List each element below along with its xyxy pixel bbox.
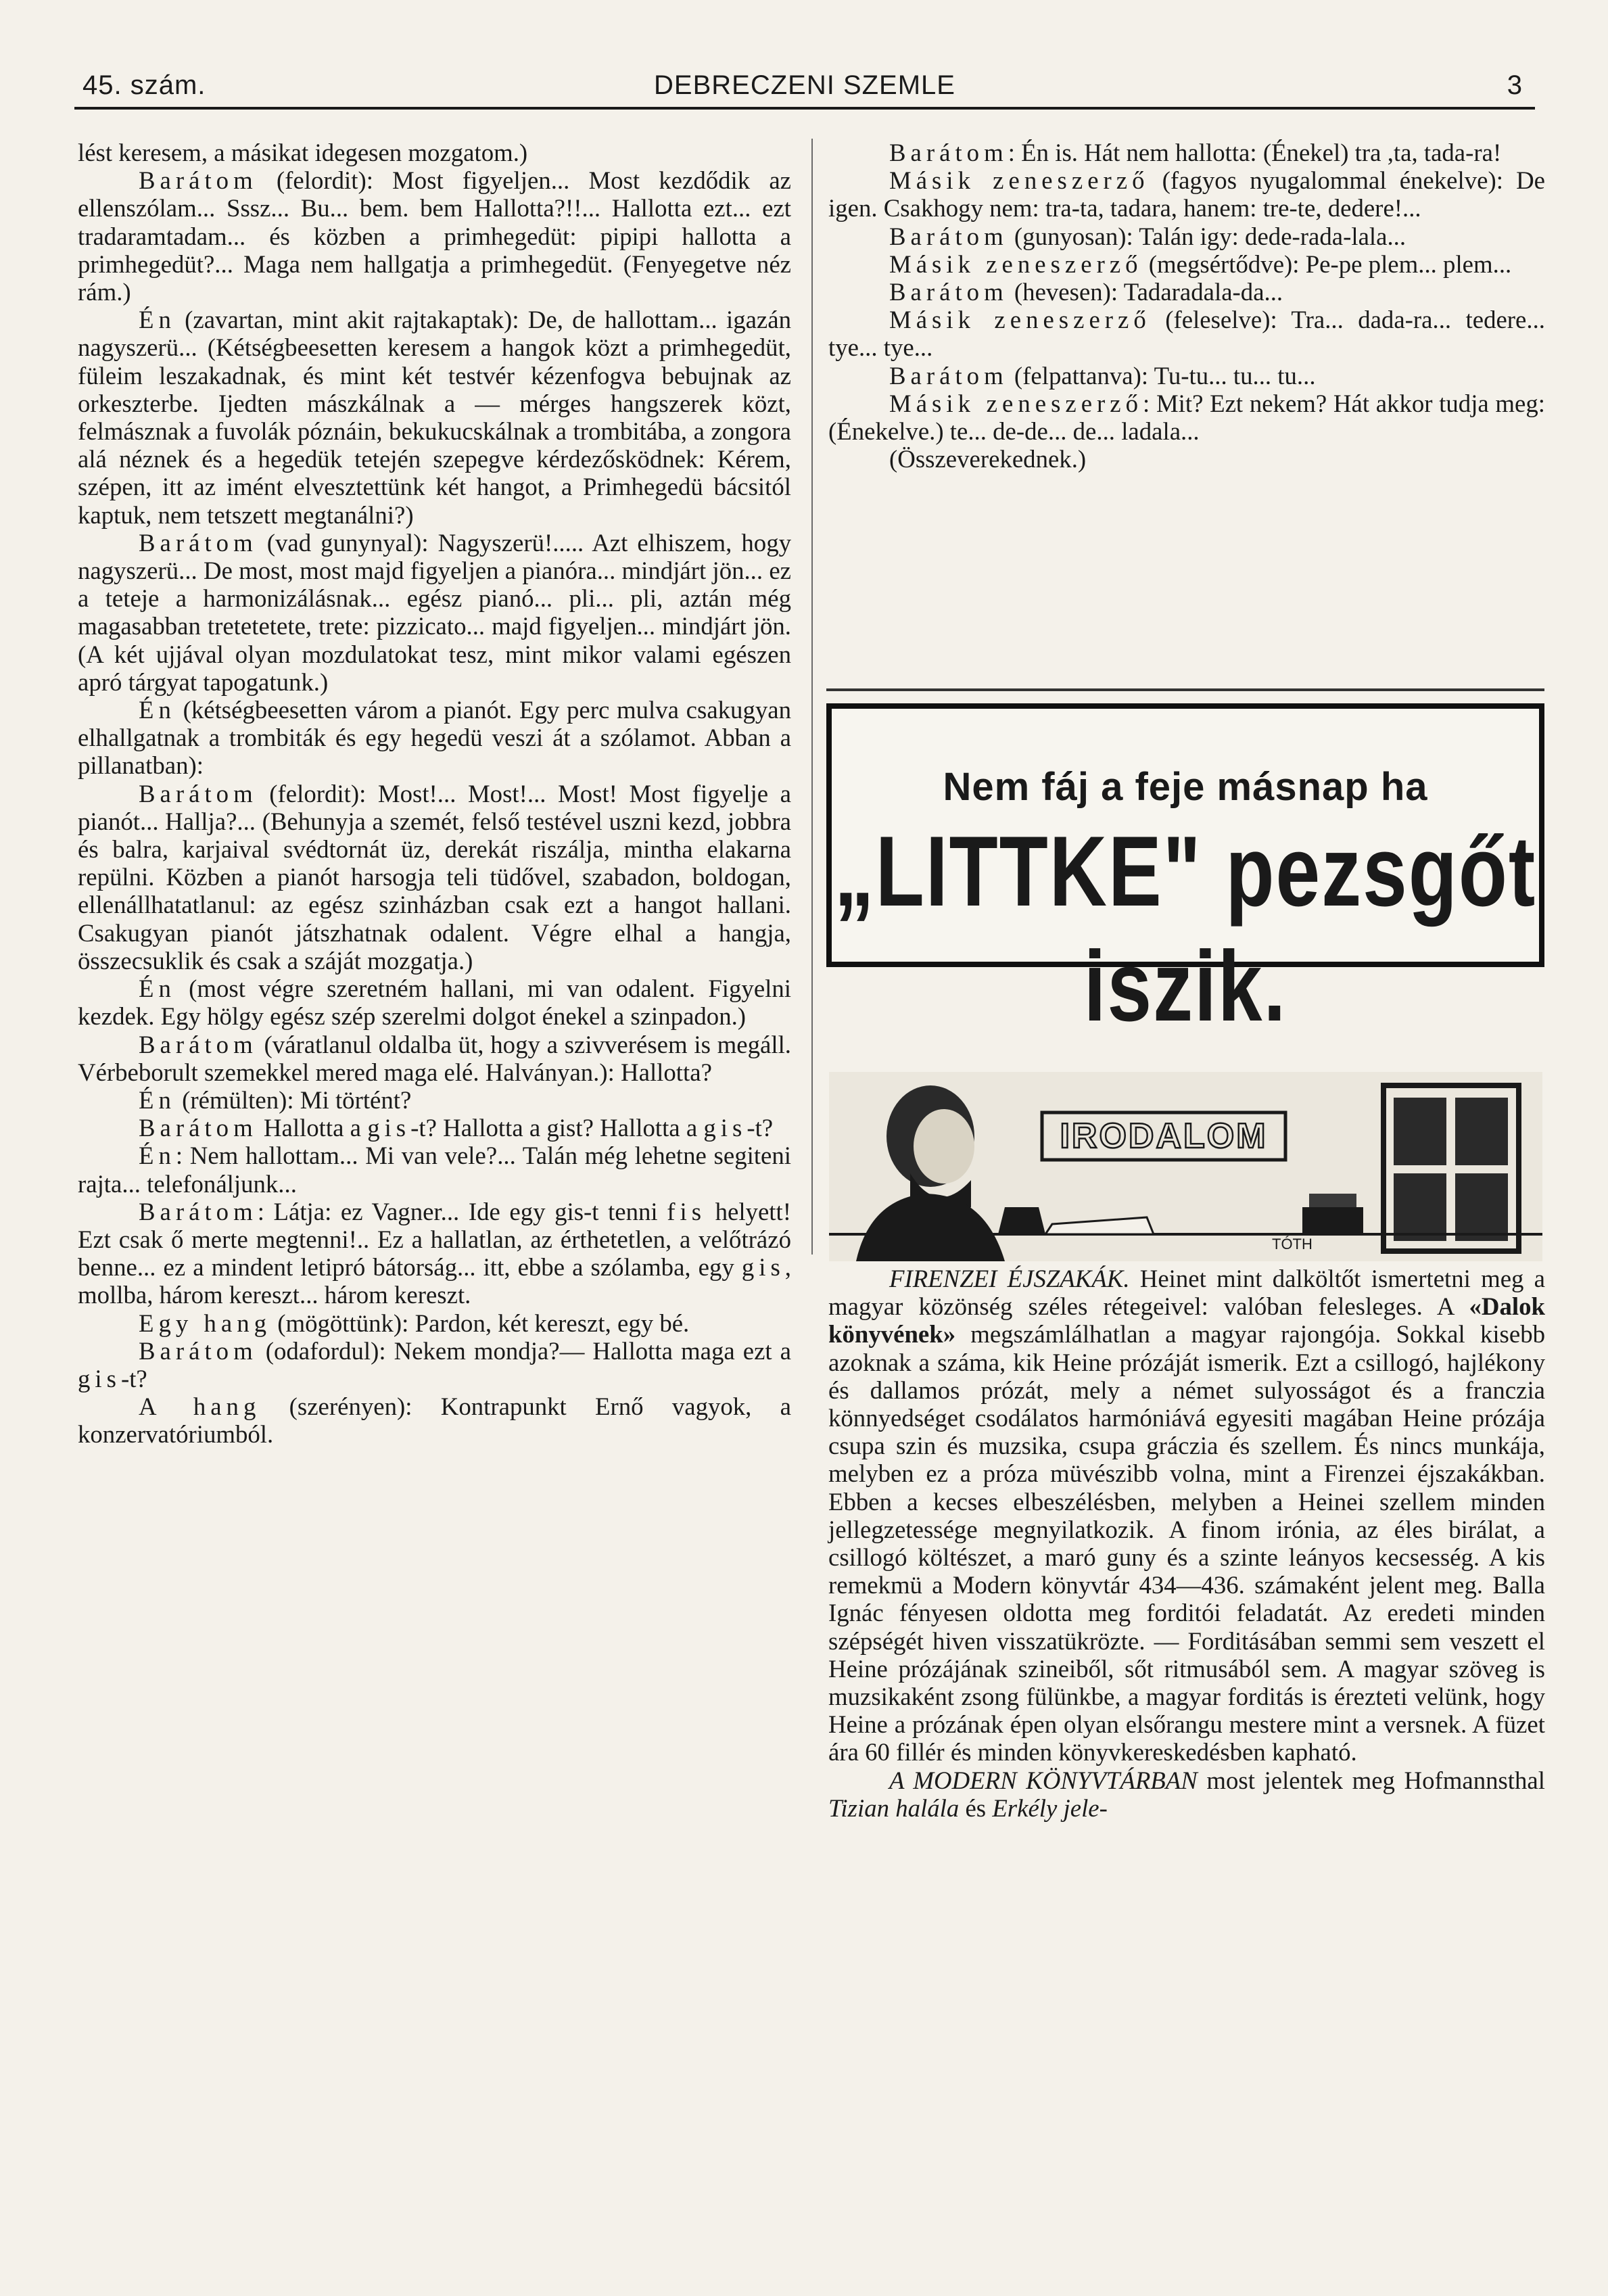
paragraph [78, 1337, 791, 1392]
ad-headline: Nem fáj a feje másnap ha [943, 765, 1428, 809]
dialogue: : Nem hallottam... Mi van vele?... Talán még lehetne segiteni rajta... telefonáljunk... [78, 1142, 791, 1198]
dialogue: : Látja: ez Vagner... Ide egy gis-t tenni [257, 1197, 667, 1225]
paragraph [828, 1265, 1545, 1766]
right-column-top [828, 139, 1545, 473]
speaker: Barátom [139, 1197, 258, 1225]
note-name: gis [367, 1114, 411, 1142]
paragraph [78, 306, 791, 529]
dialogue: (rémülten): Mi történt? [175, 1085, 412, 1114]
dialogue: (most végre szeretném hallani, mi van odalent. Figyelni kezdek. Egy hölgy egész szép szerelmi dolgot énekel a szinpadon.) [78, 975, 791, 1031]
article-title: A MODERN KÖNYVTÁRBAN [889, 1766, 1198, 1794]
paragraph [78, 780, 791, 975]
paragraph [828, 362, 1545, 390]
speaker: Egy hang [139, 1309, 272, 1337]
speaker: Barátom [139, 1336, 258, 1365]
dialogue: (váratlanul oldalba üt, hogy a szivverésem is megáll. Vérbeborult szemekkel mered maga elé. Halványan.): Hallotta? [78, 1030, 791, 1086]
paragraph [828, 166, 1545, 222]
irodalom-title: IRODALOM [1060, 1117, 1268, 1156]
speaker: Barátom [139, 779, 258, 807]
ad-brand-line: „LITTKE" pezsgőt iszik. [834, 816, 1537, 1043]
paragraph [78, 1309, 791, 1337]
irodalom-illustration [829, 1072, 1542, 1261]
dialogue: : Mit? Ezt nekem? Hát akkor tudja meg: (Énekelve.) te... de-de... de... ladala... [828, 389, 1546, 446]
paragraph [828, 250, 1545, 278]
speaker: Barátom [889, 361, 1008, 390]
note-name: gis [741, 1253, 785, 1282]
paragraph [78, 975, 791, 1030]
dialogue: -t? [747, 1114, 774, 1142]
paragraph [78, 1031, 791, 1086]
paragraph [78, 1114, 791, 1142]
paragraph [78, 1086, 791, 1114]
speaker: Barátom [139, 528, 258, 557]
dialogue: -t? [120, 1364, 147, 1392]
dialogue: (kétségbeesetten várom a pianót. Egy perc mulva csakugyan elhallgatnak a trombiták és egy hegedü veszi át a szólamot. Abban a pillanatban): [78, 696, 791, 780]
dialogue: Hallotta a [257, 1114, 368, 1142]
article-text: és [959, 1794, 993, 1822]
paragraph: (Összeverekednek.) [889, 445, 1087, 473]
dialogue: (felordit): Most figyeljen... Most kezdődik az ellenszólam... Sssz... Bu... bem. bem Hallotta?!!... Hallotta ezt... ezt tradaramtadam... és közben a primhegedüt: pipipi hallotta a primhegedüt?... Maga nem hallgatja a primhegedüt. (Fenyegetve néz rám.) [78, 166, 791, 306]
dialogue: : Én is. Hát nem hallotta: (Énekel) tra ,ta, tada-ra! [1008, 139, 1502, 166]
dialogue: (vad gunynyal): Nagyszerü!..... Azt elhiszem, hogy nagyszerü... De most, most majd figyeljen a pianóra... mindjárt jön... ez a teteje a harmonizálásnak... egész pianó... pli... pli, aztán még magasabban tretetetete, trete: pizzicato... majd figyeljen... mindjárt jön. (A két ujjával olyan mozdulatokat tesz, mint mikor valami egészen apró tárgyat tapogatunk.) [78, 528, 791, 696]
note-name: gis [78, 1364, 121, 1392]
dialogue: (hevesen): Tadaradala-da... [1008, 278, 1283, 306]
speaker: Én [139, 975, 176, 1003]
dialogue: (megsértődve): Pe-pe plem... plem... [1142, 250, 1512, 278]
irodalom-section-header [829, 1072, 1542, 1261]
speaker: Én [139, 306, 176, 334]
speaker: Barátom [889, 222, 1008, 250]
work-title: Erkély jele- [992, 1794, 1108, 1822]
dialogue: (fagyos nyugalommal énekelve): De igen. Csakhogy nem: tra-ta, tadara, hanem: tre-te, dedere!... [828, 166, 1545, 222]
page-number: 3 [1507, 70, 1523, 100]
speaker: Barátom [139, 166, 258, 195]
left-column [78, 139, 791, 1449]
note-name: fis [667, 1197, 707, 1225]
speaker: Barátom [889, 139, 1008, 166]
dialogue: (felpattanva): Tu-tu... tu... tu... [1008, 361, 1316, 390]
note-name: gis [703, 1114, 747, 1142]
dialogue: (feleselve): Tra... dada-ra... tedere... tye... tye... [828, 306, 1545, 362]
dialogue: (felordit): Most!... Most!... Most! Most figyelje a pianót... Hallja?... (Behunyja a szemét, felső testével uszni kezd, jobbra és balra, karjaival svédtornát üz, derekát riszálja, mintha elakarna repülni. Közben a pianót harsogja teli tüdővel, szabadon, boldogan, ellenállhatatlanul: az egész szinházban csak ezt a hangot hallani. Csakugyan pianót játszhatnak odalent. Végre elhal a hangja, összecsuklik és csak a száját mozgatja.) [78, 779, 791, 975]
article-title: FIRENZEI ÉJSZAKÁK. [889, 1265, 1130, 1292]
speaker: Barátom [139, 1030, 258, 1058]
speaker: Barátom [889, 278, 1008, 306]
littke-advertisement [826, 703, 1544, 1043]
paragraph [828, 306, 1545, 361]
paragraph [828, 390, 1545, 445]
speaker: Másik zeneszerző [889, 389, 1143, 417]
paragraph [828, 222, 1545, 250]
paragraph [828, 278, 1545, 306]
paragraph [78, 1392, 791, 1448]
dialogue: (odafordul): Nekem mondja?— Hallotta maga ezt a [257, 1336, 791, 1365]
book-title: «Dalok könyvének» [828, 1292, 1545, 1349]
dialogue: -t? Hallotta a gist? Hallotta a [410, 1114, 704, 1142]
dialogue: (mögöttünk): Pardon, két kereszt, egy bé. [271, 1309, 690, 1337]
dialogue: (szerényen): Kontrapunkt Ernő vagyok, a konzervatóriumból. [78, 1392, 791, 1449]
speaker: A hang [139, 1392, 261, 1421]
issue-number: 45. szám. [82, 70, 206, 100]
literature-column [828, 1265, 1545, 1822]
paragraph [78, 529, 791, 696]
work-title: Tizian halála [828, 1794, 960, 1822]
illustrator-signature: TÓTH [1272, 1236, 1313, 1252]
speaker: Másik zeneszerző [889, 250, 1143, 278]
dialogue: (gunyosan): Talán igy: dede-rada-lala... [1008, 222, 1406, 250]
dialogue: helyett! Ezt csak ő merte megtenni!.. Ez a hallatlan, az érthetetlen, a velőtrázó benne... ez a mindent letipró bátorság... itt, ebbe a szólamba, egy [78, 1197, 791, 1282]
ad-top-rule [826, 688, 1544, 691]
paragraph [78, 1198, 791, 1309]
dialogue: (zavartan, mint akit rajtakaptak): De, de hallottam... igazán nagyszerü... (Kétségbeesetten keresem a hangok közt a primhegedüt, füleim leszakadnak, és mint két testvér kézenfogva bebujnak az orkeszterbe. Ijedten mászkálnak a — mérges hangszerek közt, felmásznak a fuvolák póznáin, bekukucskálnak a trombitába, a zongora alá néznek és a hegedük tetején szepegve kérdezősködnek: Kérem, szépen, itt az imént elvesztettünk két hangot, a Primhegedü bácsitól kaptuk, nem tetszett megtanálni?) [78, 306, 791, 529]
paragraph [78, 1142, 791, 1197]
paragraph: lést keresem, a másikat idegesen mozgatom.) [78, 139, 528, 166]
article-text: Heinet mint dalköltőt ismertetni meg a magyar közönség széles rétegeivel: valóban felesleges. A [828, 1265, 1545, 1321]
speaker: Én [139, 1085, 176, 1114]
article-text: most jelentek meg Hofmannsthal [1197, 1766, 1545, 1794]
paragraph [78, 696, 791, 780]
speaker: Én [139, 1142, 176, 1170]
paragraph [78, 166, 791, 306]
journal-title: DEBRECZENI SZEMLE [654, 70, 955, 100]
paragraph [828, 1766, 1545, 1822]
dialogue: , mollba, három kereszt... három kereszt. [78, 1253, 791, 1309]
speaker: Másik zeneszerző [889, 306, 1151, 334]
speaker: Másik zeneszerző [889, 166, 1150, 195]
column-divider [811, 139, 813, 1255]
page-header [74, 66, 1535, 110]
article-text: megszámlálhatlan a magyar rajongója. Sokkal kisebb azoknak a száma, kik Heine prózáját ismerik. Ezt a csillogó, hajlékony és dallamos prózát, mely a német sulyosságot és a franczia könnyedséget csodálatos harmóniává egyesiti magában Heine prózája csupa szin és muzsika, csupa gráczia és szellem. És nincs munkája, melyben ez a próza müvészibb volna, mint a Firenzei éjszakákban. Ebben a kecses elbeszélésben, melyben a Heinei szellem minden jellegzetessége megnyilatkozik. A finom irónia, az éles birálat, a csillogó költészet, a maró guny és a szinte leányos kecsesség. A kis remekmü a Modern könyvtár 434—436. számaként jelent meg. Balla Ignác fényesen oldotta meg forditói feladatát. Az eredeti minden szépségét hiven visszatükrözte. — Forditásában semmi sem veszett el Heine prózájának szineiből, sőt ritmusából sem. A magyar szöveg is muzsikaként zsong fülünkbe, a magyar forditás is érezteti velünk, hogy Heine a prózának épen olyan elsőrangu mestere mint a versnek. A füzet ára 60 fillér és minden könyvkereskedésben kapható. [828, 1320, 1545, 1766]
speaker: Én [139, 696, 176, 724]
speaker: Barátom [139, 1114, 258, 1142]
paragraph [828, 139, 1545, 166]
